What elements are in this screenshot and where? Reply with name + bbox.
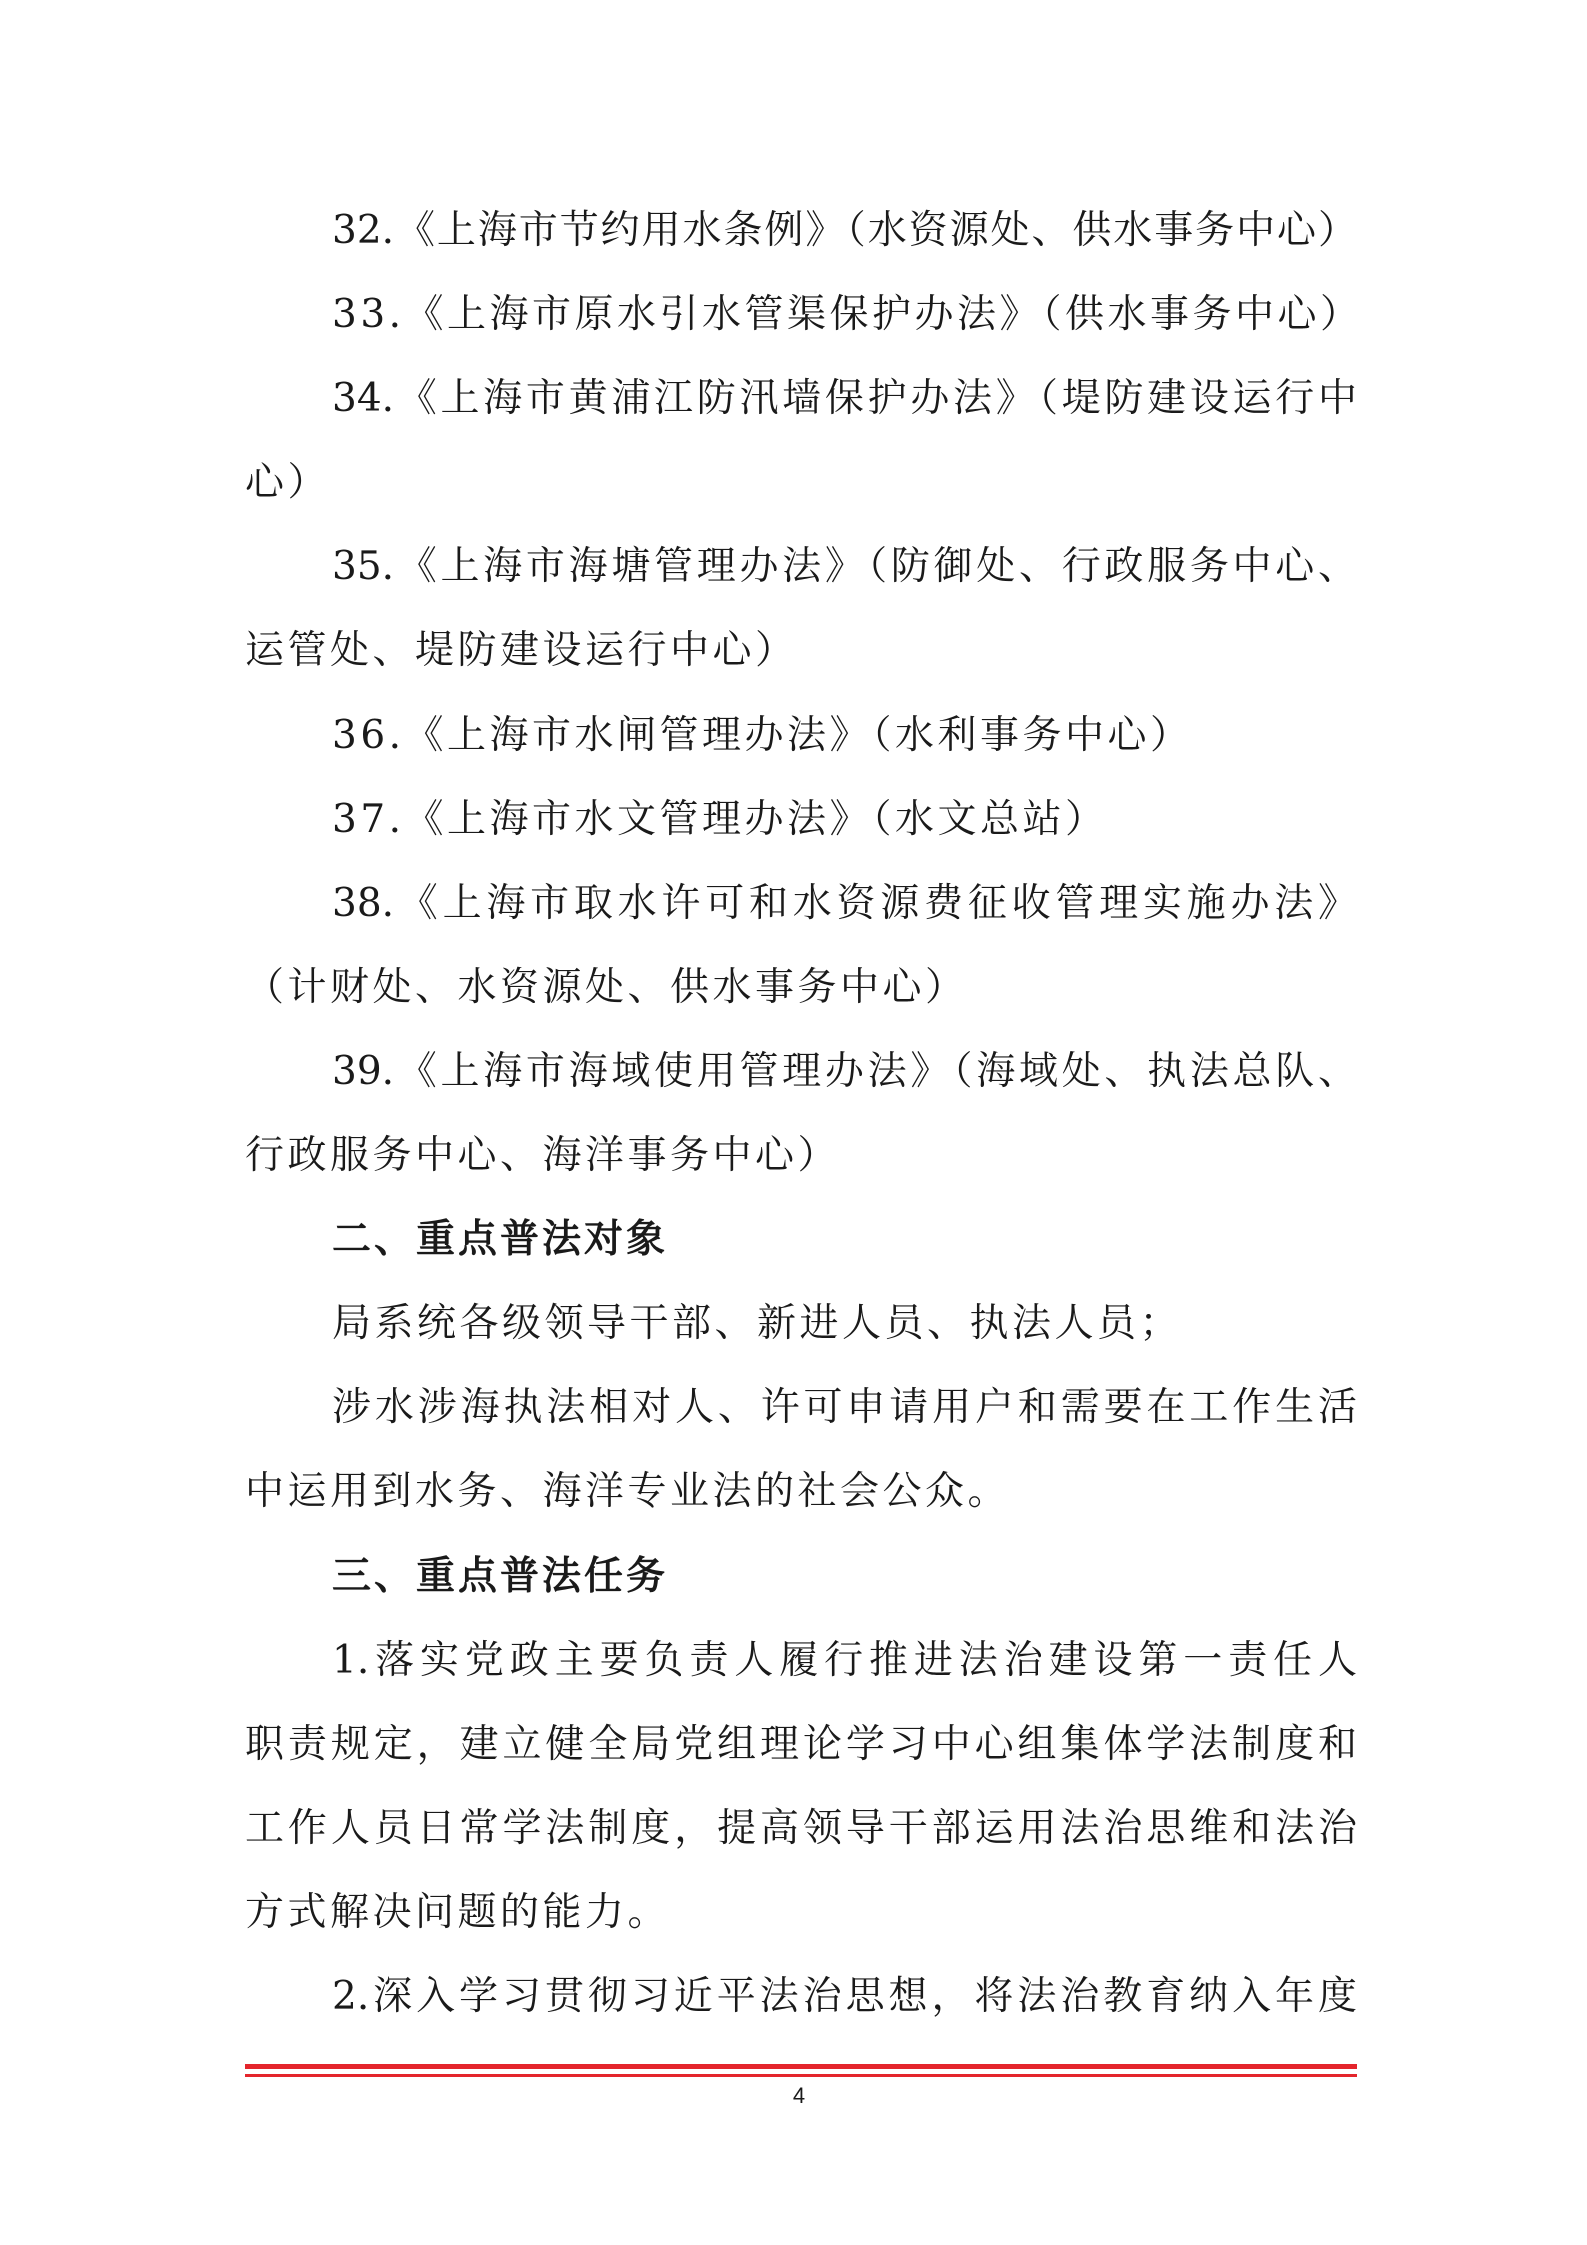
document-body (245, 189, 1363, 2039)
paragraph-line: 工作人员日常学法制度，提高领导干部运用法治思维和法治 (245, 1805, 1357, 1851)
paragraph-line: 职责规定，建立健全局党组理论学习中心组集体学法制度和 (245, 1721, 1357, 1767)
law-item-line: 行政服务中心、海洋事务中心） (245, 1133, 841, 1179)
law-item-line: 38.《上海市取水许可和水资源费征收管理实施办法》 (332, 880, 1357, 926)
paragraph-line: 2.深入学习贯彻习近平法治思想，将法治教育纳入年度 (332, 1973, 1357, 2019)
law-item (245, 357, 1357, 525)
paragraph-line: 1.落实党政主要负责人履行推进法治建设第一责任人 (332, 1637, 1357, 1683)
law-item (245, 694, 1357, 778)
law-item-line: 39.《上海市海域使用管理办法》（海域处、执法总队、 (332, 1048, 1357, 1094)
footer-rule (245, 2064, 1357, 2069)
footer-rule (245, 2074, 1357, 2077)
paragraph (245, 1366, 1357, 1534)
paragraph-line: 局系统各级领导干部、新进人员、执法人员； (332, 1301, 1183, 1347)
law-item-line: 35.《上海市海塘管理办法》（防御处、行政服务中心、 (332, 544, 1357, 590)
law-item-line: 37.《上海市水文管理办法》（水文总站） (332, 796, 1108, 842)
section-heading: 二、重点普法对象 (332, 1217, 669, 1263)
paragraph (245, 1282, 1357, 1366)
law-item-line: 33.《上海市原水引水管渠保护办法》（供水事务中心） (332, 292, 1363, 338)
section-heading: 三、重点普法任务 (332, 1553, 669, 1599)
law-item (245, 1030, 1357, 1198)
paragraph (245, 1619, 1357, 1955)
law-item-line: （计财处、水资源处、供水事务中心） (245, 964, 968, 1010)
law-item-line: 36.《上海市水闸管理办法》（水利事务中心） (332, 712, 1193, 758)
law-item (245, 778, 1357, 862)
law-item-line: 运管处、堤防建设运行中心） (245, 628, 798, 674)
law-item (245, 273, 1363, 357)
paragraph-line: 涉水涉海执法相对人、许可申请用户和需要在工作生活 (332, 1385, 1357, 1431)
law-item (245, 189, 1357, 273)
law-item (245, 862, 1357, 1030)
law-item-line: 心） (245, 460, 331, 506)
page-number: 4 (792, 2083, 806, 2108)
paragraph-line: 方式解决问题的能力。 (245, 1889, 671, 1935)
paragraph (245, 1955, 1357, 2039)
law-item-line: 32.《上海市节约用水条例》（水资源处、供水事务中心） (332, 208, 1357, 253)
law-item (245, 525, 1357, 693)
law-item-line: 34.《上海市黄浦江防汛墙保护办法》（堤防建设运行中 (332, 376, 1357, 422)
paragraph-line: 中运用到水务、海洋专业法的社会公众。 (245, 1469, 1011, 1515)
